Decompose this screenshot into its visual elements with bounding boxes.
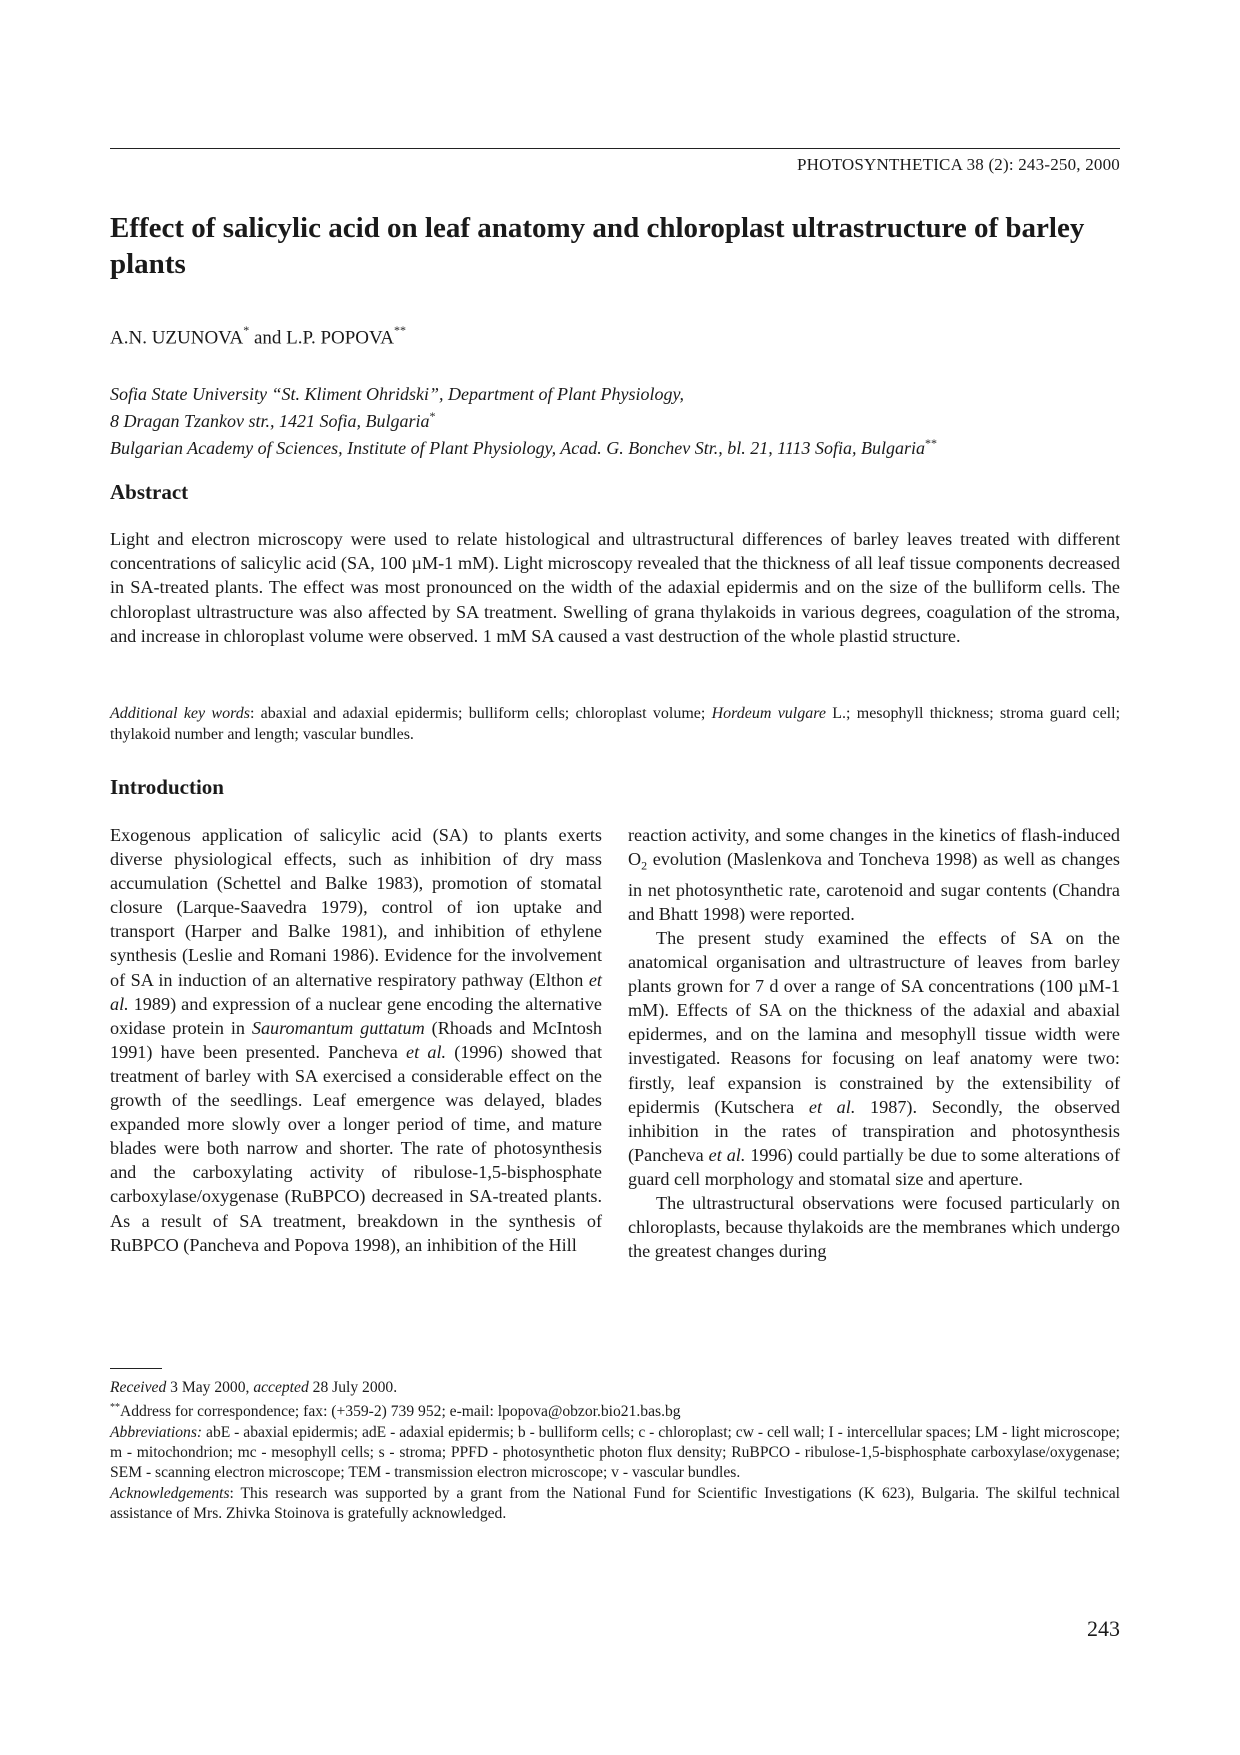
keywords-species: Hordeum vulgare: [711, 705, 826, 722]
author-2-mark: **: [394, 323, 407, 337]
intro-left-column: [110, 823, 602, 1257]
intro-paragraph: Exogenous application of salicylic acid (SA) to plants exerts diverse physiological effects, such as inhibition of dry mass accumulation (Schettel and Balke 1983), promotion of stomatal closure (Larque-Saavedra 1979), control of ion uptake and transport (Harper and Balke 1981), and inhibition of ethylene synthesis (Leslie and Romani 1986). Evidence for the involvement of SA in induction of an alternative respiratory pathway (Elthon et al. 1989) and expression of a nuclear gene encoding the alternative oxidase protein in Sauromantum guttatum (Rhoads and McIntosh 1991) have been presented. Pancheva et al. (1996) showed that treatment of barley with SA exercised a considerable effect on the growth of the seedlings. Leaf emergence was delayed, blades expanded more slowly over a longer period of time, and mature blades were both narrow and shorter. The rate of photosynthesis and the carboxylating activity of ribulose-1,5-bisphosphate carboxylase/oxygenase (RuBPCO) decreased in SA-treated plants. As a result of SA treatment, breakdown in the synthesis of RuBPCO (Pancheva and Popova 1998), an inhibition of the Hill: [110, 825, 602, 1255]
author-line: [110, 325, 406, 349]
footnotes: [110, 1378, 1120, 1524]
author-conjunction: and: [249, 327, 287, 349]
header-rule: [110, 148, 1120, 149]
intro-paragraph: reaction activity, and some changes in the kinetics of flash-induced $O_2$ evolution (Maslenkova and Toncheva 1998) as well as changes in net photosynthetic rate, carotenoid and sugar contents (Chandra and Bhatt 1998) were reported.: [628, 825, 1120, 924]
abstract-body: Light and electron microscopy were used to relate histological and ultrastructural differences of barley leaves treated with different concentrations of salicylic acid (SA, 100 µM-1 mM). Light microscopy revealed that the thickness of all leaf tissue components decreased in SA-treated plants. The effect was most pronounced on the width of the adaxial epidermis and on the size of the bulliform cells. The chloroplast ultrastructure was also affected by SA treatment. Swelling of grana thylakoids in various degrees, coagulation of the stroma, and increase in chloroplast volume were observed. 1 mM SA caused a vast destruction of the whole plastid structure.: [110, 529, 1120, 646]
page-number: 243: [1087, 1616, 1120, 1641]
affiliations: [110, 383, 1120, 459]
affiliation-line-2: 8 Dragan Tzankov str., 1421 Sofia, Bulgaria*: [110, 409, 436, 431]
correspondence-footnote: **Address for correspondence; fax: (+359-2) 739 952; e-mail: lpopova@obzor.bio21.bas.bg: [110, 1402, 681, 1421]
affiliation-line-1: Sofia State University “St. Kliment Ohridski”, Department of Plant Physiology,: [110, 384, 684, 404]
journal-citation: PHOTOSYNTHETICA 38 (2): 243-250, 2000: [797, 155, 1120, 174]
acknowledgements-footnote: Acknowledgements: This research was supported by a grant from the National Fund for Scientific Investigations (K 623), Bulgaria. The skilful technical assistance of Mrs. Zhivka Stoinova is gratefully acknowledged.: [110, 1484, 1120, 1522]
article-title: Effect of salicylic acid on leaf anatomy and chloroplast ultrastructure of barley plants: [110, 212, 1085, 280]
introduction-heading: Introduction: [110, 775, 224, 799]
footnote-rule: [110, 1368, 162, 1369]
abbreviations-footnote: Abbreviations: abE - abaxial epidermis; adE - adaxial epidermis; b - bulliform cells; c - chloroplast; cw - cell wall; I - intercellular spaces; LM - light microscope; m - mitochondrion; mc - mesophyll cells; s - stroma; PPFD - photosynthetic photon flux density; RuBPCO - ribulose-1,5-bisphosphate carboxylase/oxygenase; SEM - scanning electron microscope; TEM - transmission electron microscope; v - vascular bundles.: [110, 1423, 1120, 1482]
intro-right-column: [628, 823, 1120, 1263]
abstract-heading: Abstract: [110, 480, 189, 504]
author-1-mark: *: [243, 323, 250, 337]
affiliation-line-3: Bulgarian Academy of Sciences, Institute of Plant Physiology, Acad. G. Bonchev Str., bl. 21, 1113 Sofia, Bulgaria**: [110, 436, 938, 458]
intro-paragraph: The ultrastructural observations were focused particularly on chloroplasts, because thylakoids are the membranes which undergo the greatest changes during: [628, 1193, 1120, 1262]
affiliation-2-mark: *: [429, 409, 436, 423]
author-2: L.P. POPOVA: [286, 327, 395, 349]
affiliation-3-mark: **: [925, 436, 938, 450]
received-footnote: Received 3 May 2000, accepted 28 July 2000.: [110, 1379, 398, 1396]
author-1: A.N. UZUNOVA: [110, 327, 244, 349]
keywords-label: Additional key words: [110, 705, 250, 722]
keywords: Additional key words: abaxial and adaxial epidermis; bulliform cells; chloroplast volume; Hordeum vulgare L.; mesophyll thickness; stroma guard cell; thylakoid number and length; vascular bundles.: [110, 705, 1121, 743]
intro-paragraph: The present study examined the effects of SA on the anatomical organisation and ultrastructure of leaves from barley plants grown for 7 d over a range of SA concentrations (100 µM-1 mM). Effects of SA on the thickness of the adaxial and abaxial epidermes, and on the lamina and mesophyll tissue width were investigated. Reasons for focusing on leaf anatomy were two: firstly, leaf expansion is constrained by the extensibility of epidermis (Kutschera et al. 1987). Secondly, the observed inhibition in the rates of transpiration and photosynthesis (Pancheva et al. 1996) could partially be due to some alterations of guard cell morphology and stomatal size and aperture.: [628, 928, 1120, 1189]
